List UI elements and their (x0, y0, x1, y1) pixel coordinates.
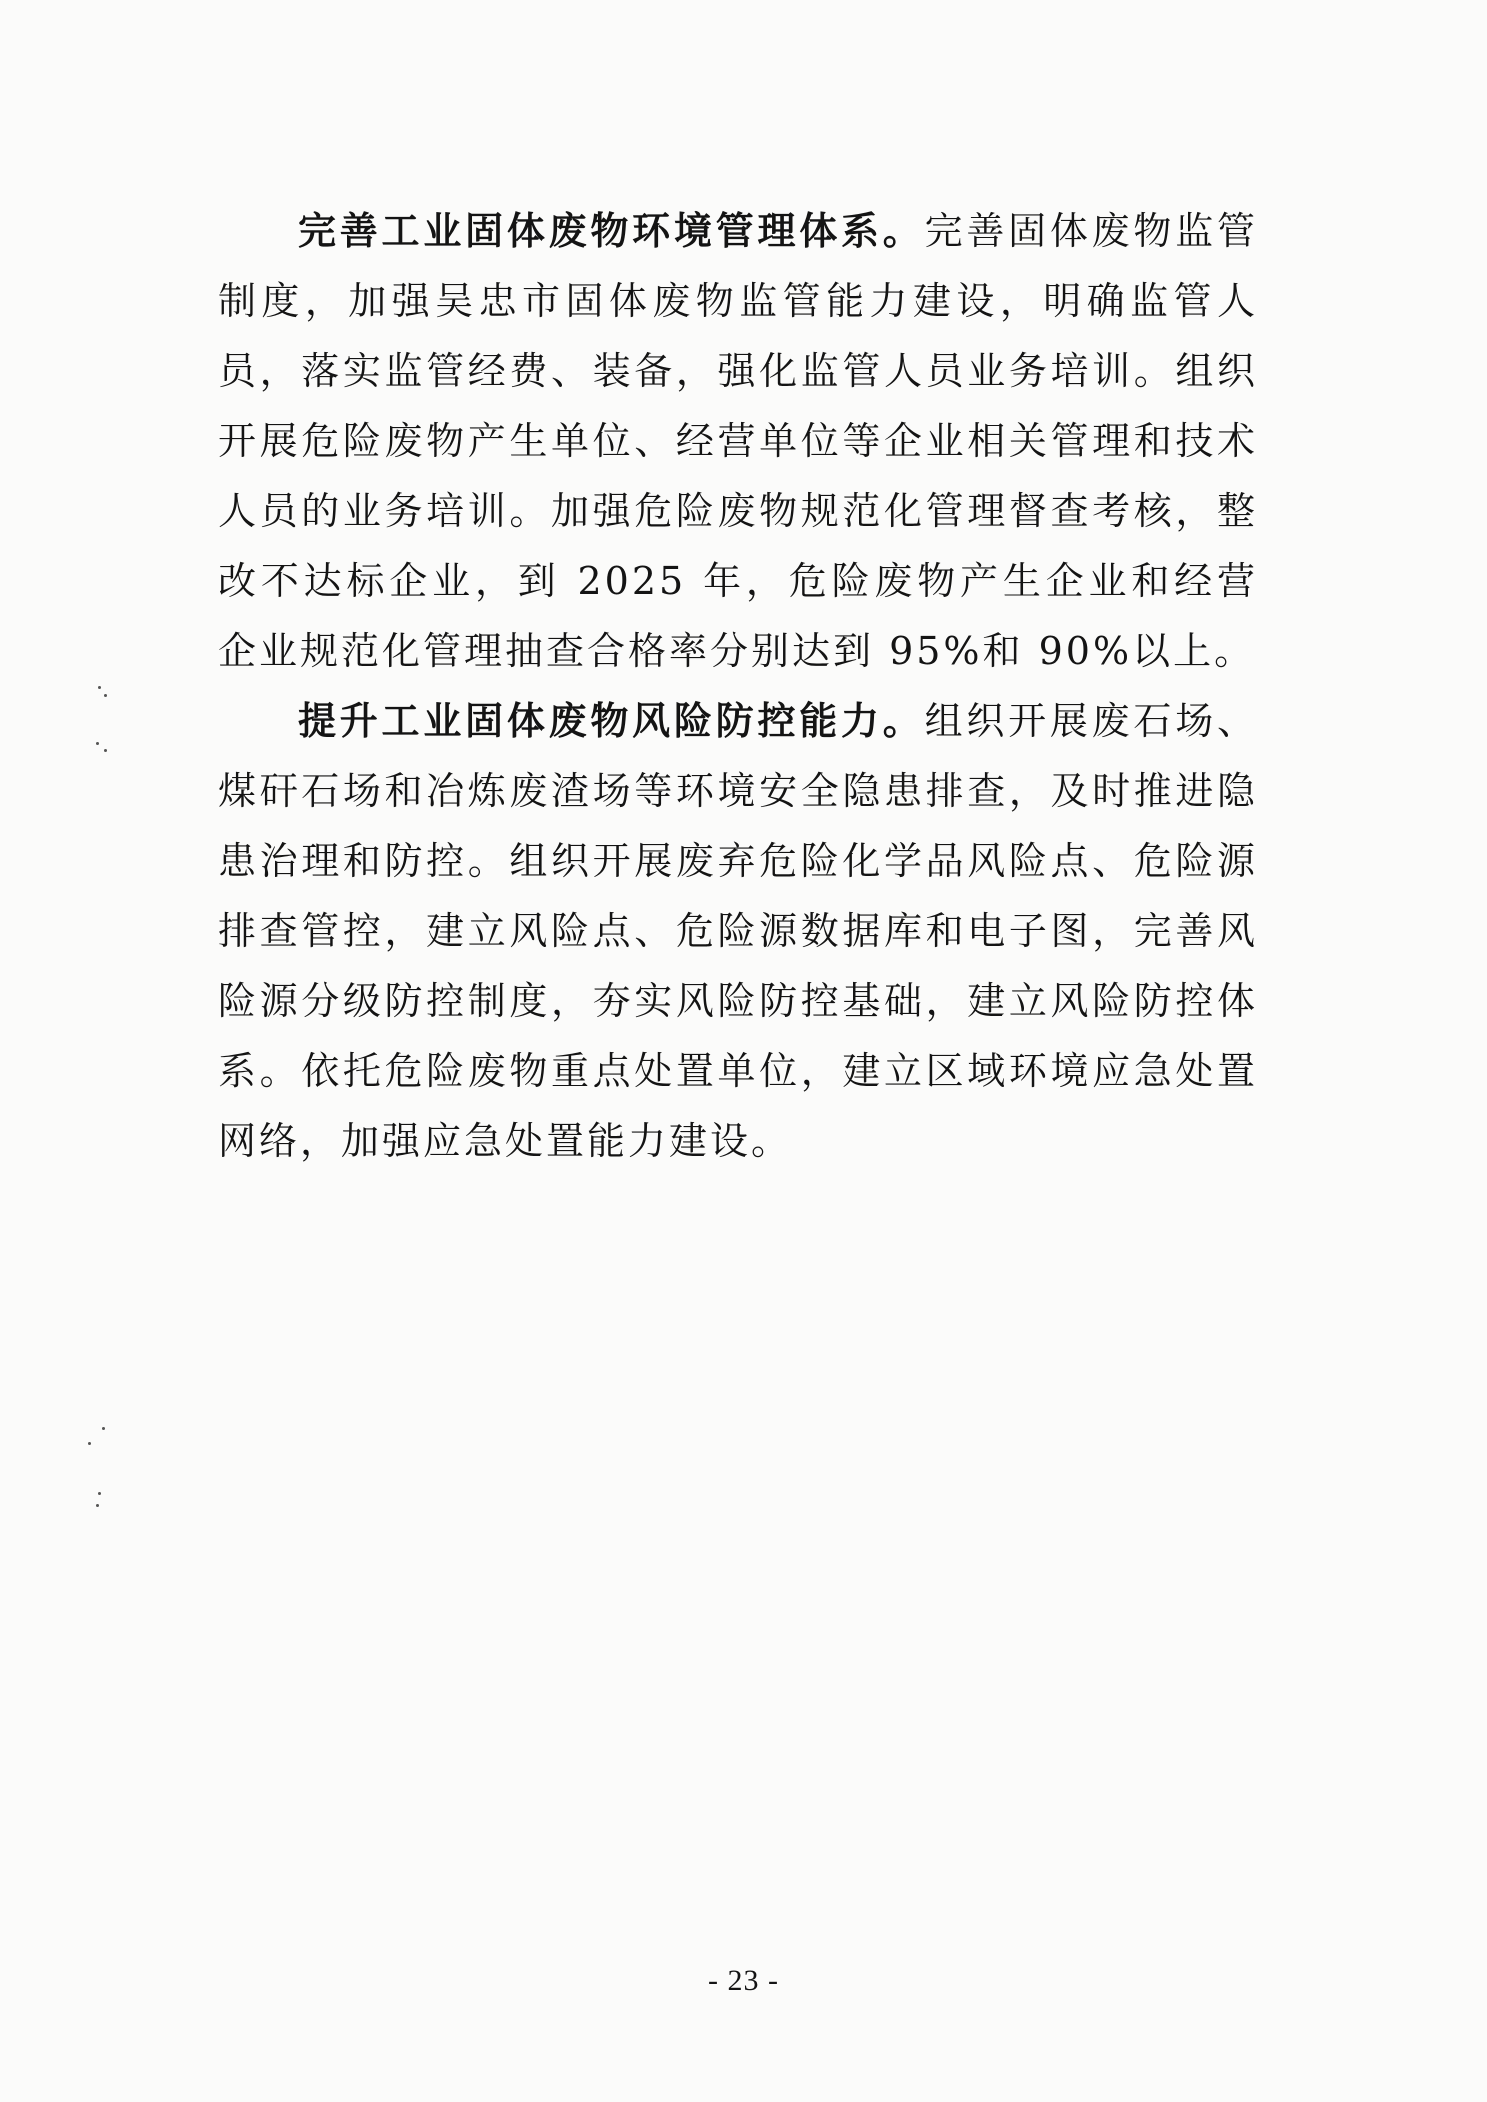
paragraph-1 (218, 196, 1258, 686)
scan-speck (102, 1427, 105, 1430)
scan-speck (96, 742, 99, 745)
paragraph-2-heading: 提升工业固体废物风险防控能力。 (298, 699, 925, 743)
scan-speck (88, 1442, 91, 1445)
scan-speck (98, 1492, 101, 1495)
paragraph-2 (218, 686, 1258, 1176)
scan-speck (96, 1504, 99, 1507)
scan-speck (98, 686, 101, 689)
paragraph-1-text: 完善固体废物监管制度，加强吴忠市固体废物监管能力建设，明确监管人员，落实监管经费、装备，强化监管人员业务培训。组织开展危险废物产生单位、经营单位等企业相关管理和技术人员的业务培训。加强危险废物规范化管理督查考核，整改不达标企业，到 2025 年，危险废物产生企业和经营企业规范化管理抽查合格率分别达到 95%和 90%以上。 (218, 209, 1258, 673)
paragraph-1-heading: 完善工业固体废物环境管理体系。 (298, 209, 925, 253)
page-number: - 23 - (708, 1964, 779, 1997)
paragraph-2-text: 组织开展废石场、煤矸石场和冶炼废渣场等环境安全隐患排查，及时推进隐患治理和防控。组织开展废弃危险化学品风险点、危险源排查管控，建立风险点、危险源数据库和电子图，完善风险源分级防控制度，夯实风险防控基础，建立风险防控体系。依托危险废物重点处置单位，建立区域环境应急处置网络，加强应急处置能力建设。 (218, 699, 1258, 1163)
document-body (218, 196, 1258, 1176)
scan-speck (104, 694, 107, 697)
scan-speck (104, 749, 107, 752)
